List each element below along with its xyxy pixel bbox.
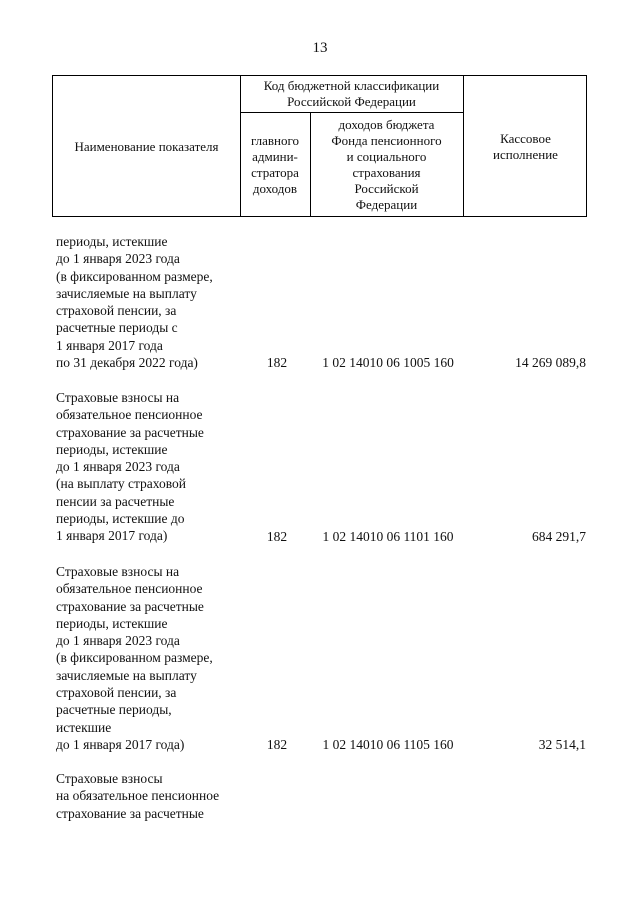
- header-indicator-name: Наименование показателя: [74, 139, 219, 154]
- header-admin-code: главного админи- стратора доходов: [250, 133, 300, 196]
- header-budget-code-group: Код бюджетной классификации Российской Федерации: [263, 78, 440, 109]
- row-indicator-name: периоды, истекшие до 1 января 2023 года (в фиксированном размере, зачисляемые на выплату страховой пенсии, за расчетные периоды с 1 января 2017 года по 31 декабря 2022 года): [56, 234, 213, 371]
- row-indicator-name: Страховые взносы на обязательное пенсионное страхование за расчетные: [56, 771, 220, 821]
- row-indicator-name: Страховые взносы на обязательное пенсионное страхование за расчетные периоды, истекшие до 1 января 2023 года (в фиксированном размере, зачисляемые на выплату страховой пенсии, за расчетные периоды, истекшие до 1 января 2017 года): [56, 564, 213, 752]
- header-cash-execution: Кассовое исполнение: [493, 131, 558, 162]
- row-amount: 684 291,7: [532, 529, 586, 544]
- table-header: [52, 75, 587, 217]
- row-indicator-name: Страховые взносы на обязательное пенсионное страхование за расчетные периоды, истекшие до 1 января 2023 года (на выплату страховой пенсии за расчетные периоды, истекшие до 1 января 2017 года): [56, 390, 204, 544]
- row-amount: 14 269 089,8: [515, 355, 586, 370]
- row-income-code: 1 02 14010 06 1101 160: [322, 529, 454, 544]
- row-income-code: 1 02 14010 06 1105 160: [322, 737, 454, 752]
- page-number: 13: [312, 40, 328, 56]
- header-income-code: доходов бюджета Фонда пенсионного и социального страхования Российской Федерации: [331, 117, 442, 212]
- row-amount: 32 514,1: [538, 737, 586, 752]
- row-admin-code: 182: [266, 355, 288, 370]
- row-income-code: 1 02 14010 06 1005 160: [322, 355, 454, 370]
- row-admin-code: 182: [266, 529, 288, 544]
- row-admin-code: 182: [266, 737, 288, 752]
